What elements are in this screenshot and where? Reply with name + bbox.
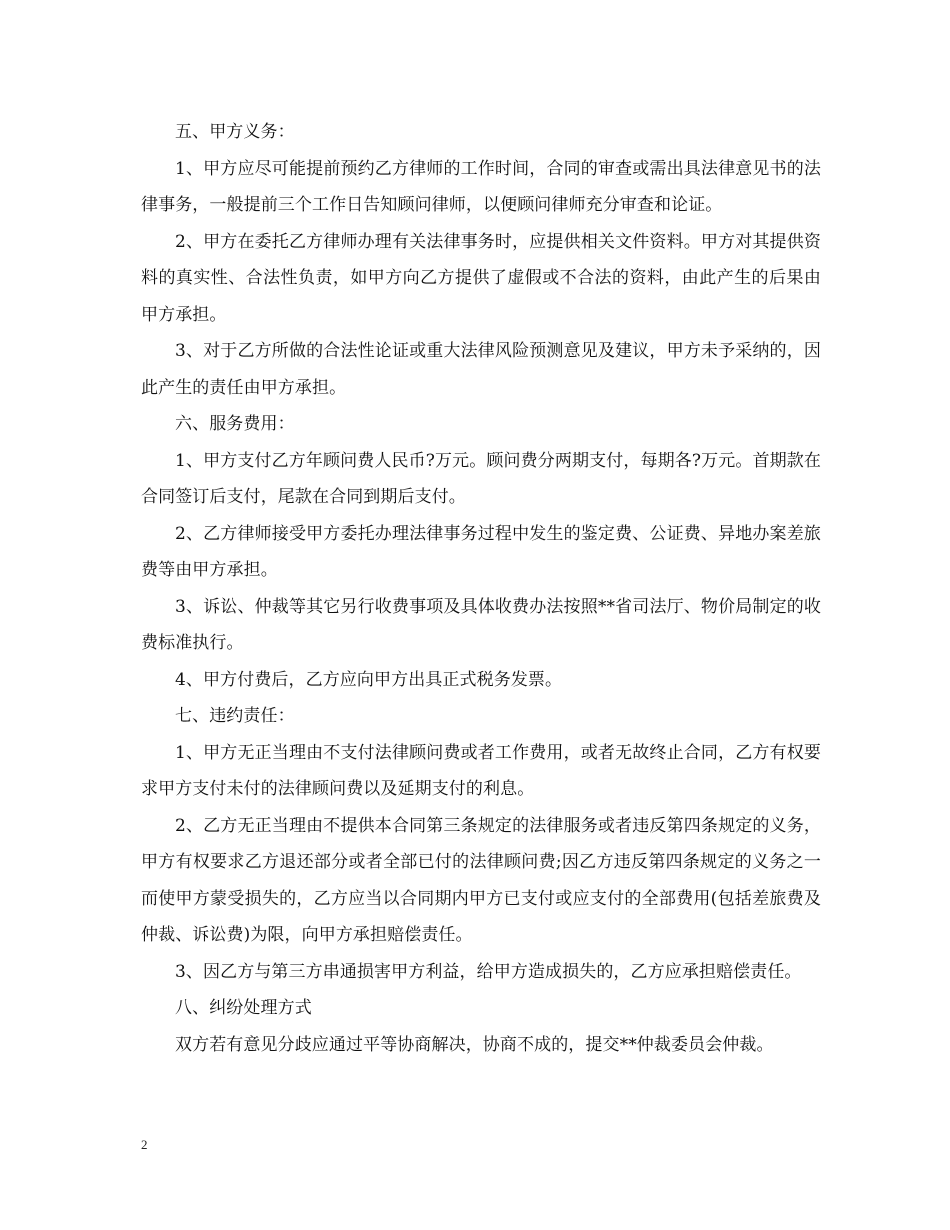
paragraph: 双方若有意见分歧应通过平等协商解决，协商不成的，提交**仲裁委员会仲裁。 [175,1034,774,1055]
paragraph: 3、对于乙方所做的合法性论证或重大法律风险预测意见及建议，甲方未予采纳的，因此产生的责任由甲方承担。 [141,341,821,398]
paragraph: 2、甲方在委托乙方律师办理有关法律事务时，应提供相关文件资料。甲方对其提供资料的真实性、合法性负责，如甲方向乙方提供了虚假或不合法的资料，由此产生的后果由甲方承担。 [141,231,821,325]
paragraph: 1、甲方应尽可能提前预约乙方律师的工作时间，合同的审查或需出具法律意见书的法律事务，一般提前三个工作日告知顾问律师，以便顾问律师充分审查和论证。 [141,158,821,215]
section-heading-party-a-obligations: 五、甲方义务： [175,122,295,142]
document-body [141,114,821,1063]
section-heading-dispute-resolution: 八、纠纷处理方式 [175,998,312,1018]
page-number: 2 [141,1137,148,1152]
section-heading-breach-liability: 七、违约责任： [175,706,295,726]
paragraph: 4、甲方付费后，乙方应向甲方出具正式税务发票。 [175,669,563,690]
paragraph: 1、甲方无正当理由不支付法律顾问费或者工作费用，或者无故终止合同，乙方有权要求甲方支付未付的法律顾问费以及延期支付的利息。 [141,742,821,799]
paragraph: 3、诉讼、仲裁等其它另行收费事项及具体收费办法按照**省司法厅、物价局制定的收费标准执行。 [141,596,821,653]
paragraph: 1、甲方支付乙方年顾问费人民币?万元。顾问费分两期支付，每期各?万元。首期款在合同签订后支付，尾款在合同到期后支付。 [141,450,821,507]
paragraph: 2、乙方无正当理由不提供本合同第三条规定的法律服务或者违反第四条规定的义务，甲方有权要求乙方退还部分或者全部已付的法律顾问费;因乙方违反第四条规定的义务之一而使甲方蒙受损失的，乙方应当以合同期内甲方已支付或应支付的全部费用(包括差旅费及仲裁、诉讼费)为限，向甲方承担赔偿责任。 [141,815,821,945]
section-heading-service-fees: 六、服务费用： [175,414,295,434]
paragraph: 2、乙方律师接受甲方委托办理法律事务过程中发生的鉴定费、公证费、异地办案差旅费等由甲方承担。 [141,523,821,580]
paragraph: 3、因乙方与第三方串通损害甲方利益，给甲方造成损失的，乙方应承担赔偿责任。 [175,961,802,982]
